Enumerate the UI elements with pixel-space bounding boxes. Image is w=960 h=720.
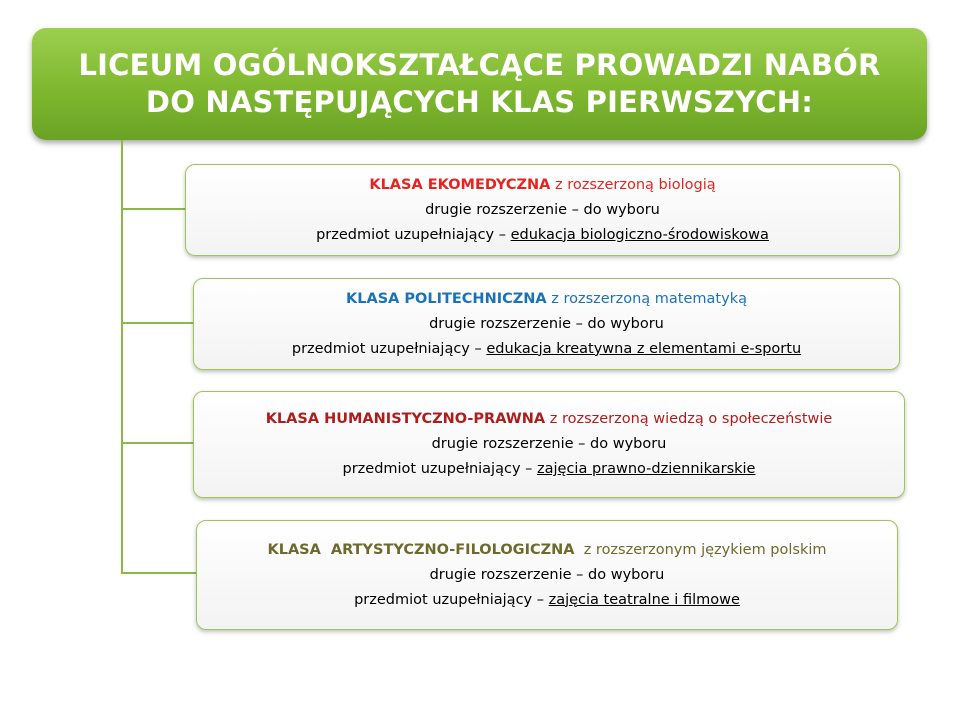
second-extension-text: drugie rozszerzenie – do wyboru <box>425 201 660 218</box>
class-name: KLASA EKOMEDYCZNA <box>369 176 551 193</box>
second-extension-text: drugie rozszerzenie – do wyboru <box>429 315 664 332</box>
subject-prefix: przedmiot uzupełniający – <box>291 340 487 357</box>
second-extension-text: drugie rozszerzenie – do wyboru <box>431 436 667 452</box>
subject-prefix: przedmiot uzupełniający – <box>342 461 537 477</box>
subject-name: edukacja kreatywna z elementami e-sportu <box>486 340 802 357</box>
class-extension: z rozszerzoną wiedzą o społeczeństwie <box>545 411 833 427</box>
connector-branch-4 <box>121 572 196 574</box>
supplementary-subject-line <box>354 588 740 613</box>
class-card-humanistyczno-prawna <box>193 391 905 498</box>
subject-prefix: przedmiot uzupełniający – <box>354 591 549 608</box>
class-extension: z rozszerzoną matematyką <box>546 290 747 307</box>
class-extension: z rozszerzoną biologią <box>550 176 716 193</box>
class-heading <box>369 173 715 198</box>
class-heading <box>266 407 833 432</box>
connector-branch-1 <box>121 208 185 210</box>
subject-name: edukacja biologiczno-środowiskowa <box>510 226 769 243</box>
connector-branch-3 <box>121 442 193 444</box>
subject-prefix: przedmiot uzupełniający – <box>316 226 511 243</box>
header-title-line2: DO NASTĘPUJĄCYCH KLAS PIERWSZYCH: <box>145 85 814 119</box>
connector-branch-2 <box>121 322 193 324</box>
supplementary-subject-line <box>343 457 756 482</box>
class-card-politechniczna <box>193 278 900 370</box>
connector-trunk <box>121 140 123 574</box>
supplementary-subject-line <box>292 337 801 362</box>
class-card-ekomedyczna <box>185 164 900 256</box>
subject-name: zajęcia teatralne i filmowe <box>548 591 740 608</box>
subject-name: zajęcia prawno-dziennikarskie <box>537 461 756 477</box>
class-extension: z rozszerzonym językiem polskim <box>574 541 827 558</box>
class-name: KLASA HUMANISTYCZNO-PRAWNA <box>265 411 546 427</box>
class-name: KLASA POLITECHNICZNA <box>346 290 547 307</box>
header-title-line1: LICEUM OGÓLNOKSZTAŁCĄCE PROWADZI NABÓR <box>78 48 881 82</box>
second-extension-text: drugie rozszerzenie – do wyboru <box>429 566 665 583</box>
header-banner <box>32 28 927 140</box>
class-card-artystyczno-filologiczna <box>196 520 898 630</box>
supplementary-subject-line <box>316 223 769 248</box>
class-heading <box>267 538 826 563</box>
class-heading <box>346 287 747 312</box>
class-name: KLASA ARTYSTYCZNO-FILOLOGICZNA <box>267 541 575 558</box>
